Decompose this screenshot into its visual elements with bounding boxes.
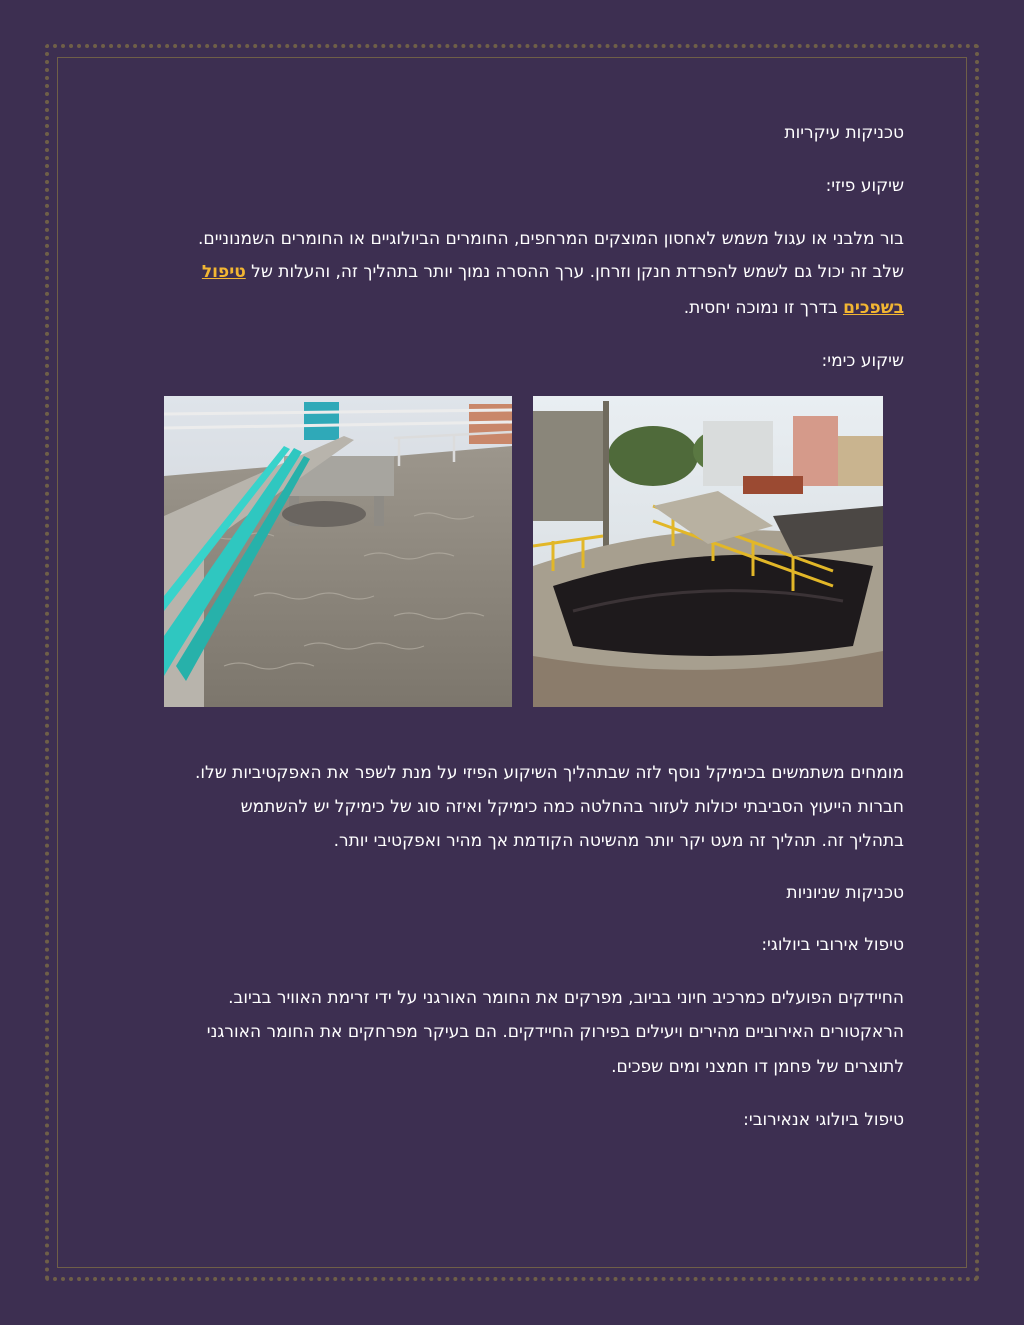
aerobic-paragraph-line-1: החיידקים הפועלים כמרכיב חיוני בביוב, מפרקים את החומר האורגני על ידי זרימת האוויר בביוב. [228,988,904,1008]
heading-aerobic-treatment: טיפול אירובי ביולוגי: [761,935,904,955]
heading-main-techniques: טכניקות עיקריות [784,123,904,143]
heading-secondary-techniques: טכניקות שניוניות [786,883,904,903]
heading-physical-sedimentation: שיקוע פיזי: [825,176,904,196]
chemical-paragraph-line-2: חברות הייעוץ הסביבתי יכולות לעזור בהחלטה כמה כימיקל ואיזה סוג של כימיקל יש להשתמש [240,797,904,817]
chemical-paragraph-line-1: מומחים משתמשים בכימיקל נוסף לזה שבתהליך השיקוע הפיזי על מנת לשפר את האפקטיביות שלו. [195,763,904,783]
clarifier-tank-photo-right [533,396,883,707]
sedimentation-tank-photo-left [164,396,512,707]
physical-paragraph-line-3 [684,296,904,320]
heading-chemical-sedimentation: שיקוע כימי: [821,351,904,371]
physical-paragraph-line-2 [202,260,904,284]
physical-line-2-text: שלב זה יכול גם לשמש להפרדת חנקן וזרחן. ערך ההסרה נמוך יותר בתהליך זה, והעלות של [251,262,904,282]
physical-line-3-text: בדרך זו נמוכה יחסית. [683,298,838,318]
aerobic-paragraph-line-3: לתוצרים של פחמן דו חמצני ומים שפכים. [611,1057,904,1077]
heading-anaerobic-treatment: טיפול ביולוגי אנאירובי: [743,1110,904,1130]
wastewater-treatment-link-part-2[interactable]: בשפכים [843,298,904,318]
physical-paragraph-line-1: בור מלבני או עגול משמש לאחסון המוצקים המרחפים, החומרים הביולוגיים או החומרים השמנוניים. [198,229,904,249]
aerobic-paragraph-line-2: הראקטורים האירוביים מהירים ויעילים בפירוק החיידקים. הם בעיקר מפרחקים את החומר האורגני [206,1022,904,1042]
wastewater-treatment-link-part-1[interactable]: טיפול [201,262,246,282]
chemical-paragraph-line-3: בתהליך זה. תהליך זה מעט יקר יותר מהשיטה הקודמת אך מהיר ואפקטיבי יותר. [333,831,904,851]
